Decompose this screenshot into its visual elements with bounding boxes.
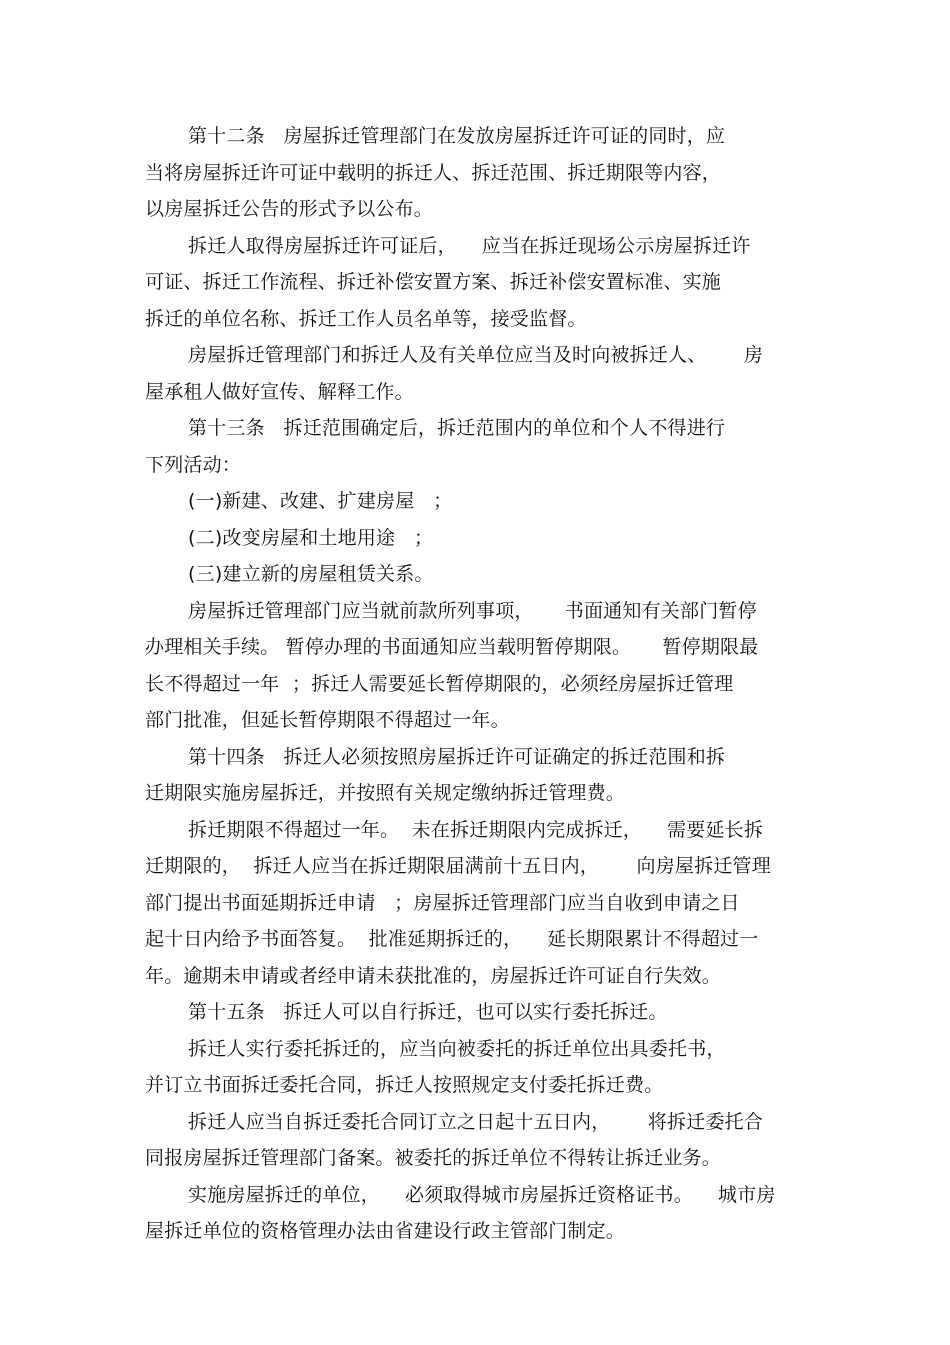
paragraph-line: 拆迁期限不得超过一年。 未在拆迁期限内完成拆迁， 需要延长拆 (188, 818, 764, 841)
list-item: (二)改变房屋和土地用途 ； (188, 526, 434, 549)
paragraph-line: 长不得超过一年 ；拆迁人需要延长暂停期限的，必须经房屋拆迁管理 (145, 672, 734, 695)
article-12-line-3: 以房屋拆迁公告的形式予以公布。 (145, 198, 434, 220)
article-14-line-1: 第十四条 拆迁人必须按照房屋拆迁许可证确定的拆迁范围和拆 (188, 745, 726, 768)
list-item: (一)新建、改建、扩建房屋 ； (188, 490, 453, 512)
paragraph-line: 部门提出书面延期拆迁申请 ；房屋拆迁管理部门应当自收到申请之日 (145, 891, 740, 914)
paragraph-line: 同报房屋拆迁管理部门备案。被委托的拆迁单位不得转让拆迁业务。 (145, 1147, 722, 1169)
paragraph-line: 拆迁的单位名称、拆迁工作人员名单等，接受监督。 (145, 307, 587, 330)
paragraph-line: 可证、拆迁工作流程、拆迁补偿安置方案、拆迁补偿安置标准、实施 (145, 271, 722, 293)
article-12-line-1: 第十二条 房屋拆迁管理部门在发放房屋拆迁许可证的同时，应 (188, 125, 726, 147)
paragraph-line: 拆迁人取得房屋拆迁许可证后， 应当在拆迁现场公示房屋拆迁许 (188, 234, 751, 257)
article-14-line-2: 迁期限实施房屋拆迁，并按照有关规定缴纳拆迁管理费。 (145, 782, 626, 804)
paragraph-line: 拆迁人实行委托拆迁的，应当向被委托的拆迁单位出具委托书， (188, 1037, 726, 1060)
paragraph-line: 迁期限的， 拆迁人应当在拆迁期限届满前十五日内， 向房屋拆迁管理 (145, 855, 771, 877)
paragraph-line: 房屋拆迁管理部门应当就前款所列事项， 书面通知有关部门暂停 (188, 599, 757, 622)
paragraph-line: 拆迁人应当自拆迁委托合同订立之日起十五日内， 将拆迁委托合 (188, 1110, 764, 1133)
paragraph-line: 屋承租人做好宣传、解释工作。 (145, 380, 414, 403)
paragraph-line: 房屋拆迁管理部门和拆迁人及有关单位应当及时向被拆迁人、 房 (188, 344, 764, 366)
paragraph-line: 部门批准，但延长暂停期限不得超过一年。 (145, 709, 510, 731)
paragraph-line: 屋拆迁单位的资格管理办法由省建设行政主管部门制定。 (145, 1220, 626, 1242)
paragraph-line: 实施房屋拆迁的单位， 必须取得城市房屋拆迁资格证书。 城市房 (188, 1183, 776, 1206)
paragraph-line: 起十日内给予书面答复。 批准延期拆迁的， 延长期限累计不得超过一 (145, 928, 759, 950)
paragraph-line: 办理相关手续。 暂停办理的书面通知应当载明暂停期限。 暂停期限最 (145, 636, 759, 658)
document-body (145, 118, 825, 1250)
paragraph-line: 年。逾期未申请或者经申请未获批准的，房屋拆迁许可证自行失效。 (145, 964, 722, 987)
article-12-line-2: 当将房屋拆迁许可证中载明的拆迁人、拆迁范围、拆迁期限等内容， (145, 161, 722, 184)
paragraph-line: 并订立书面拆迁委托合同，拆迁人按照规定支付委托拆迁费。 (145, 1074, 664, 1096)
article-15-line-1: 第十五条 拆迁人可以自行拆迁，也可以实行委托拆迁。 (188, 1001, 668, 1023)
article-13-line-2: 下列活动： (145, 453, 242, 476)
article-13-line-1: 第十三条 拆迁范围确定后，拆迁范围内的单位和个人不得进行 (188, 417, 726, 439)
list-item: (三)建立新的房屋租赁关系。 (188, 563, 434, 585)
